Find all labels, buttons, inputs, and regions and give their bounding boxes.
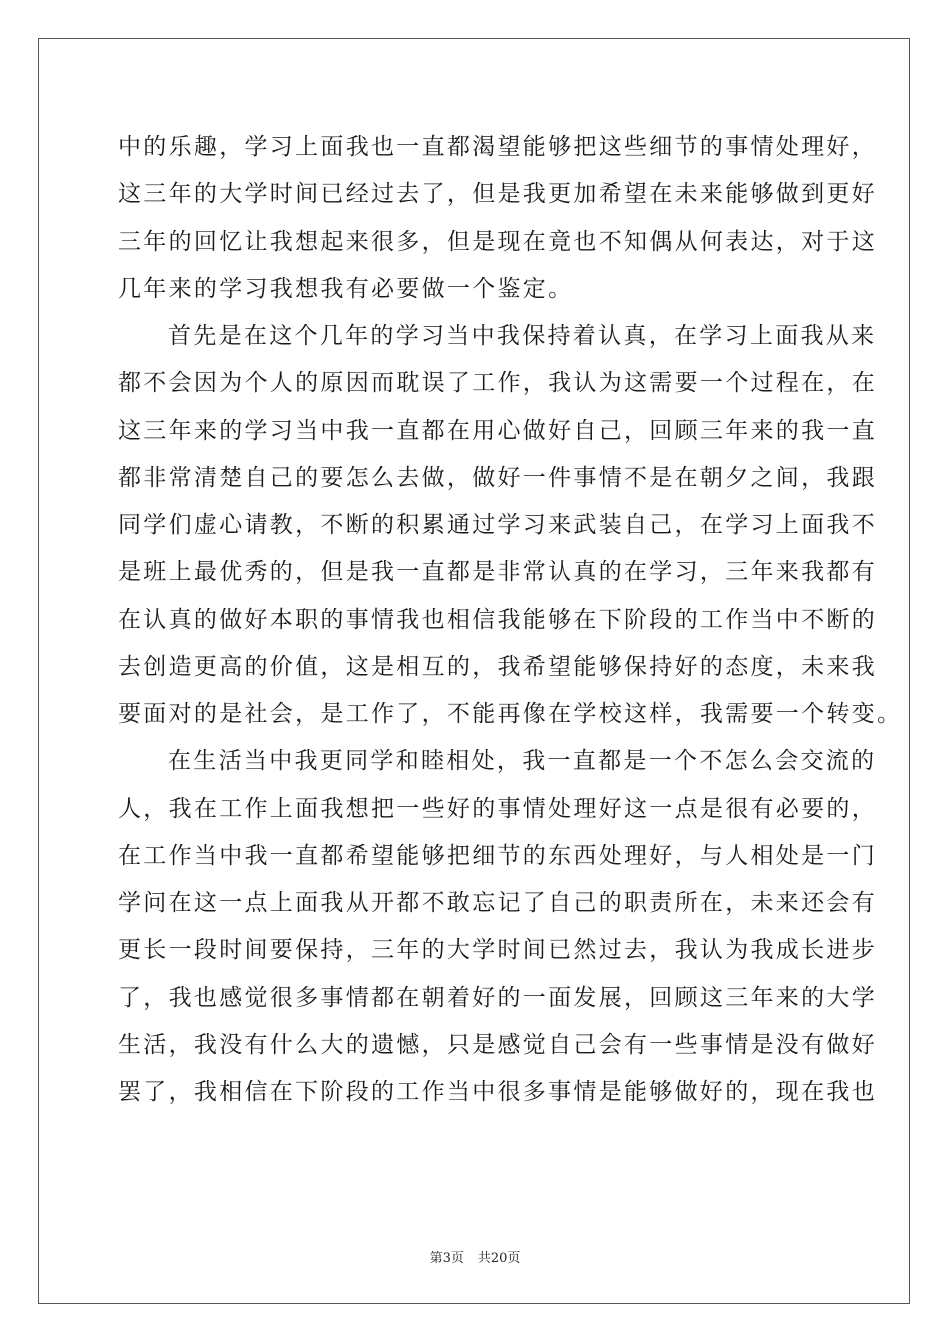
- text-line: 这三年的大学时间已经过去了，但是我更加希望在未来能够做到更好: [118, 181, 877, 208]
- paragraph-first-line: 在生活当中我更同学和睦相处，我一直都是一个不怎么会交流的: [168, 748, 877, 775]
- text-line: 了，我也感觉很多事情都在朝着好的一面发展，回顾这三年来的大学: [118, 984, 877, 1011]
- text-line: 要面对的是社会，是工作了，不能再像在学校这样，我需要一个转变。: [118, 701, 903, 727]
- text-line: 在工作当中我一直都希望能够把细节的东西处理好，与人相处是一门: [118, 842, 877, 869]
- text-line: 在认真的做好本职的事情我也相信我能够在下阶段的工作当中不断的: [118, 606, 877, 633]
- text-line: 生活，我没有什么大的遗憾，只是感觉自己会有一些事情是没有做好: [118, 1031, 877, 1058]
- page-number: 第3页: [429, 1251, 464, 1266]
- document-body: [118, 124, 903, 1116]
- text-line: 是班上最优秀的，但是我一直都是非常认真的在学习，三年来我都有: [118, 559, 877, 586]
- text-line: 几年来的学习我想我有必要做一个鉴定。: [118, 275, 574, 302]
- text-line: 去创造更高的价值，这是相互的，我希望能够保持好的态度，未来我: [118, 653, 877, 680]
- text-line: 人，我在工作上面我想把一些好的事情处理好这一点是很有必要的，: [118, 795, 877, 822]
- text-line: 都非常清楚自己的要怎么去做，做好一件事情不是在朝夕之间，我跟: [118, 464, 877, 491]
- paragraph-first-line: 首先是在这个几年的学习当中我保持着认真，在学习上面我从来: [168, 323, 877, 349]
- page-footer: [0, 1247, 950, 1266]
- text-line: 罢了，我相信在下阶段的工作当中很多事情是能够做好的，现在我也: [118, 1079, 877, 1105]
- text-line: 更长一段时间要保持，三年的大学时间已然过去，我认为我成长进步: [118, 937, 877, 964]
- text-line: 学问在这一点上面我从开都不敢忘记了自己的职责所在，未来还会有: [118, 890, 877, 916]
- text-line: 都不会因为个人的原因而耽误了工作，我认为这需要一个过程在，在: [118, 370, 877, 397]
- text-line: 这三年来的学习当中我一直都在用心做好自己，回顾三年来的我一直: [118, 417, 877, 444]
- text-line: 三年的回忆让我想起来很多，但是现在竟也不知偶从何表达，对于这: [118, 228, 877, 255]
- page-total: 共20页: [477, 1251, 521, 1266]
- text-line: 中的乐趣，学习上面我也一直都渴望能够把这些细节的事情处理好，: [118, 134, 877, 160]
- text-line: 同学们虚心请教，不断的积累通过学习来武装自己，在学习上面我不: [118, 512, 877, 538]
